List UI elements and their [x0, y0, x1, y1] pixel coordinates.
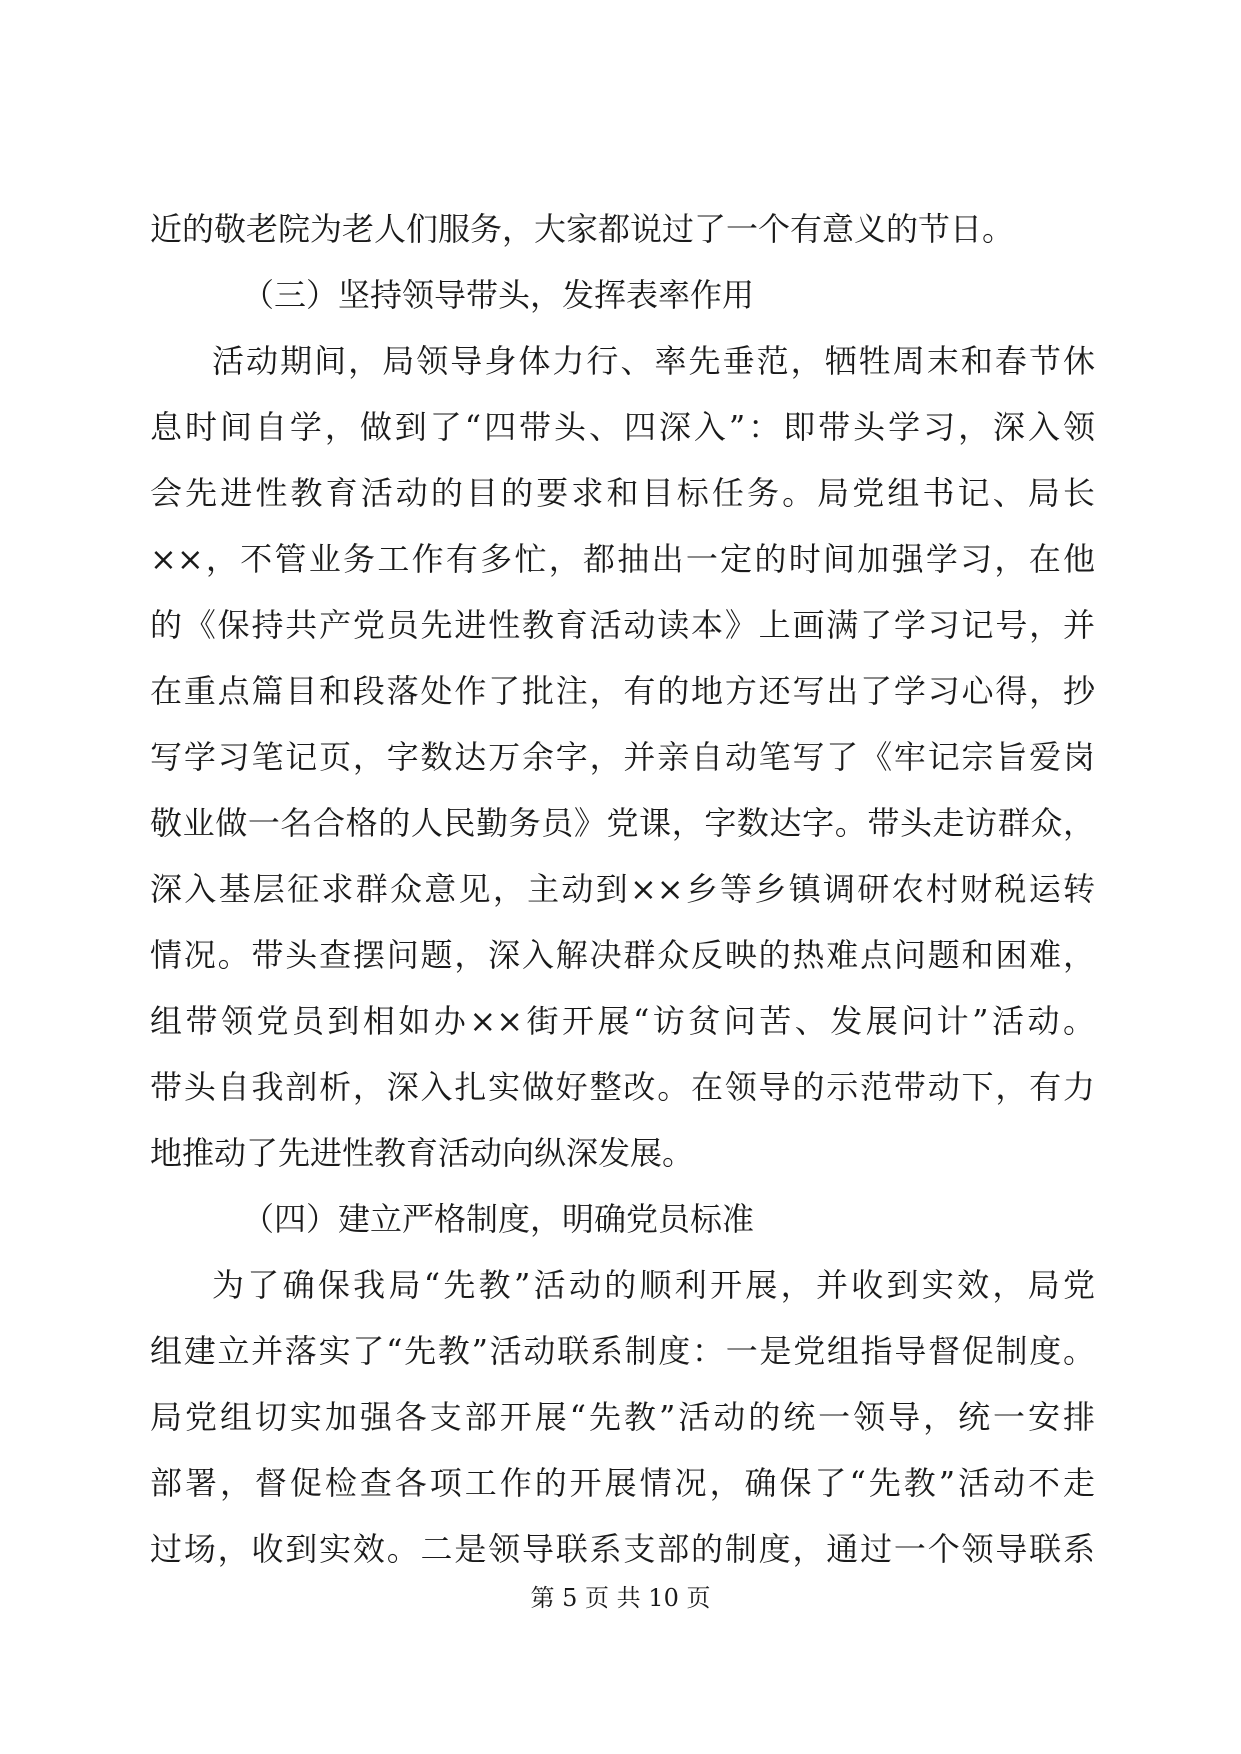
document-body: [150, 196, 1095, 1582]
paragraph-line: 局党组切实加强各支部开展“先教”活动的统一领导，统一安排: [150, 1398, 1095, 1436]
paragraph-line: 情况。带头查摆问题，深入解决群众反映的热难点问题和困难，: [150, 936, 1095, 974]
paragraph-line: 组带领党员到相如办××街开展“访贫问苦、发展问计”活动。: [150, 1002, 1095, 1040]
section-heading: （四）建立严格制度，明确党员标准: [242, 1200, 755, 1238]
paragraph-line: ××，不管业务工作有多忙，都抽出一定的时间加强学习，在他: [150, 540, 1095, 578]
paragraph-line: 部署，督促检查各项工作的开展情况，确保了“先教”活动不走: [150, 1464, 1095, 1502]
paragraph-line: 写学习笔记页，字数达万余字，并亲自动笔写了《牢记宗旨爱岗: [150, 738, 1095, 776]
paragraph-line: 活动期间，局领导身体力行、率先垂范，牺牲周末和春节休: [212, 342, 1095, 380]
paragraph-line: 地推动了先进性教育活动向纵深发展。: [150, 1134, 695, 1172]
paragraph-line: 的《保持共产党员先进性教育活动读本》上画满了学习记号，并: [150, 606, 1095, 644]
section-heading: （三）坚持领导带头，发挥表率作用: [242, 276, 755, 314]
paragraph-line: 敬业做一名合格的人民勤务员》党课，字数达字。带头走访群众，: [150, 804, 1095, 842]
paragraph-line: 会先进性教育活动的目的要求和目标任务。局党组书记、局长: [150, 474, 1095, 512]
paragraph-line: 近的敬老院为老人们服务，大家都说过了一个有意义的节日。: [150, 210, 1015, 248]
paragraph-line: 在重点篇目和段落处作了批注，有的地方还写出了学习心得，抄: [150, 672, 1095, 710]
paragraph-line: 组建立并落实了“先教”活动联系制度：一是党组指导督促制度。: [150, 1332, 1095, 1370]
page-number-footer: 第 5 页 共 10 页: [530, 1584, 711, 1612]
paragraph-line: 深入基层征求群众意见，主动到××乡等乡镇调研农村财税运转: [150, 870, 1095, 908]
paragraph-line: 过场，收到实效。二是领导联系支部的制度，通过一个领导联系: [150, 1530, 1095, 1568]
paragraph-line: 带头自我剖析，深入扎实做好整改。在领导的示范带动下，有力: [150, 1068, 1095, 1106]
paragraph-line: 为了确保我局“先教”活动的顺利开展，并收到实效，局党: [212, 1266, 1095, 1304]
paragraph-line: 息时间自学，做到了“四带头、四深入”：即带头学习，深入领: [150, 408, 1095, 446]
